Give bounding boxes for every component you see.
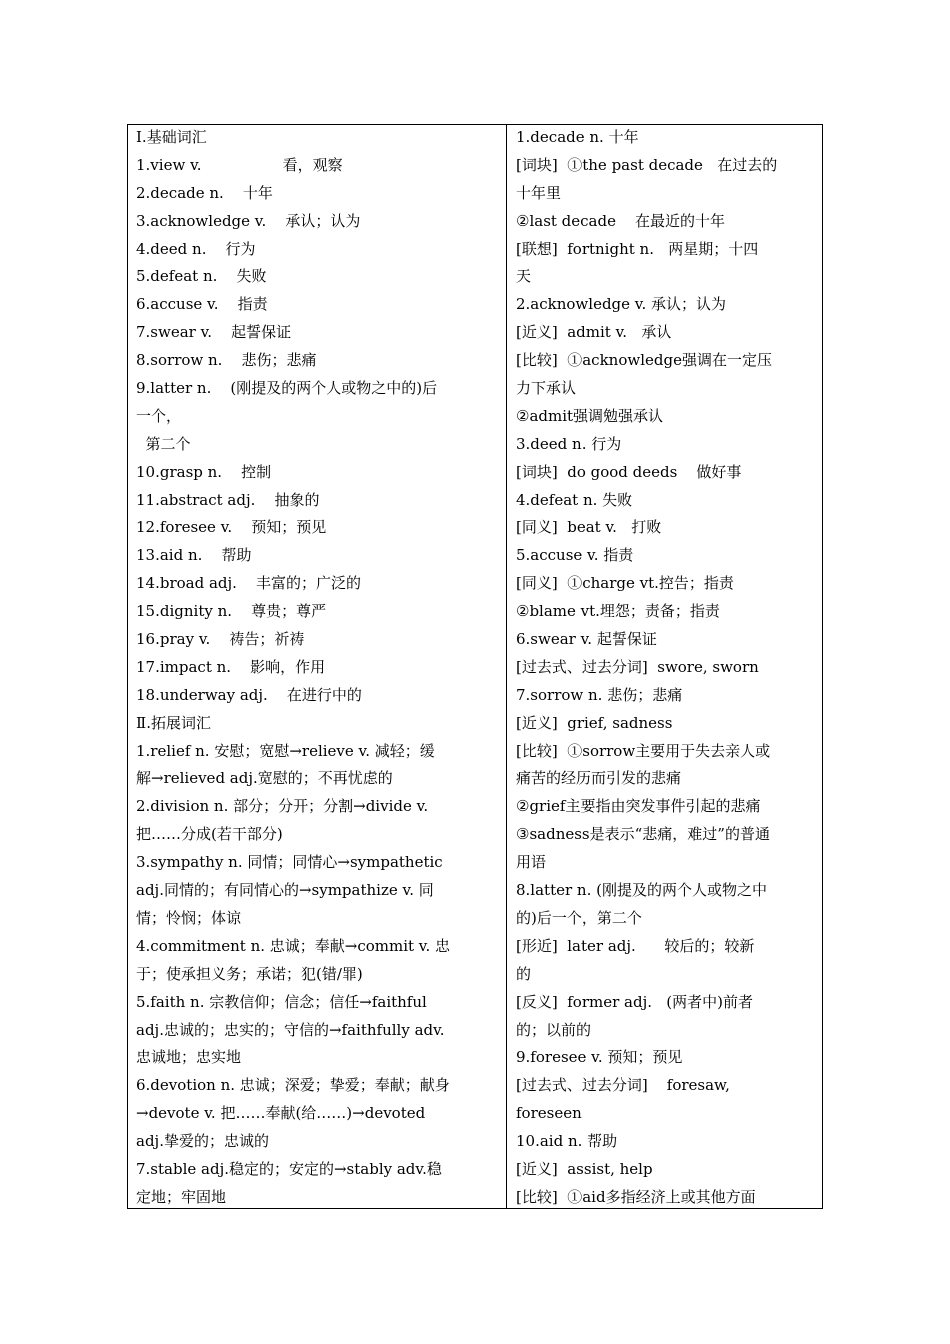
note-line: 的)后一个，第二个: [516, 908, 642, 927]
note-line: 4.defeat n. 失败: [516, 490, 633, 509]
note-line: [反义] former adj. (两者中)前者: [516, 992, 754, 1011]
note-line: [形近] later adj. 较后的；较新: [516, 936, 755, 955]
note-line: 2.acknowledge v. 承认；认为: [516, 295, 727, 314]
note-line: 1.decade n. 十年: [516, 128, 639, 146]
vocab-entry: 解→relieved adj.宽慰的；不再忧虑的: [136, 769, 393, 788]
vocab-entry: 11.abstract adj. 抽象的: [136, 490, 320, 509]
note-line: 痛苦的经历而引发的悲痛: [516, 769, 682, 788]
vocab-entry: 2.decade n. 十年: [136, 183, 273, 202]
vocab-entry: 7.stable adj.稳定的；安定的→stably adv.稳: [136, 1159, 442, 1178]
section-heading: Ⅱ.拓展词汇: [136, 713, 211, 732]
note-line: 用语: [516, 853, 547, 872]
vocab-entry: 5.faith n. 宗教信仰；信念；信任→faithful: [136, 992, 427, 1011]
vocab-entry: 10.grasp n. 控制: [136, 462, 272, 481]
vocab-entry: adj.忠诚的；忠实的；守信的→faithfully adv.: [136, 1020, 445, 1039]
note-line: 5.accuse v. 指责: [516, 546, 634, 565]
note-line: ③sadness是表示“悲痛，难过”的普通: [516, 825, 770, 844]
vocab-entry: 5.defeat n. 失败: [136, 267, 267, 286]
note-line: [词块] ①the past decade 在过去的: [516, 155, 778, 174]
vocab-entry: 7.swear v. 起誓保证: [136, 323, 292, 342]
note-line: 3.deed n. 行为: [516, 434, 622, 453]
word-notes-column: [516, 124, 816, 1212]
vocab-entry: 于；使承担义务；承诺；犯(错/罪): [136, 964, 363, 983]
column-divider: [506, 124, 507, 1209]
vocab-entry: 6.devotion n. 忠诚；深爱；挚爱；奉献；献身: [136, 1076, 450, 1095]
note-line: [同义] ①charge vt.控告；指责: [516, 574, 734, 593]
vocab-entry: 4.commitment n. 忠诚；奉献→commit v. 忠: [136, 936, 451, 955]
vocab-entry: 把……分成(若干部分): [136, 825, 283, 844]
note-line: 的: [516, 964, 532, 983]
note-line: 十年里: [516, 183, 562, 202]
vocab-entry: 16.pray v. 祷告；祈祷: [136, 630, 305, 649]
note-line: ②admit强调勉强承认: [516, 406, 664, 425]
note-line: [比较] ①aid多指经济上或其他方面: [516, 1187, 756, 1206]
note-line: ②grief主要指由突发事件引起的悲痛: [516, 797, 761, 816]
note-line: [过去式、过去分词] foresaw,: [516, 1076, 730, 1095]
note-line: [比较] ①acknowledge强调在一定压: [516, 351, 772, 370]
vocab-entry: 6.accuse v. 指责: [136, 295, 268, 314]
vocab-entry: 12.foresee v. 预知；预见: [136, 518, 327, 537]
note-line: 6.swear v. 起誓保证: [516, 630, 657, 649]
note-line: 7.sorrow n. 悲伤；悲痛: [516, 685, 683, 704]
vocab-entry: 1.view v. 看，观察: [136, 155, 343, 174]
vocab-entry: 情；怜悯；体谅: [136, 908, 242, 927]
note-line: [近义] grief, sadness: [516, 713, 673, 732]
note-line: [过去式、过去分词] swore, sworn: [516, 657, 759, 676]
section-heading: Ⅰ.基础词汇: [136, 128, 207, 146]
note-line: [比较] ①sorrow主要用于失去亲人或: [516, 741, 771, 760]
note-line: ②last decade 在最近的十年: [516, 211, 726, 230]
vocab-entry: 一个，: [136, 406, 182, 425]
vocab-entry: 忠诚地；忠实地: [136, 1048, 242, 1067]
vocab-entry: 3.sympathy n. 同情；同情心→sympathetic: [136, 853, 443, 872]
note-line: 10.aid n. 帮助: [516, 1132, 618, 1151]
vocab-entry: 8.sorrow n. 悲伤；悲痛: [136, 351, 317, 370]
note-line: [同义] beat v. 打败: [516, 518, 662, 537]
note-line: 9.foresee v. 预知；预见: [516, 1048, 683, 1067]
vocab-entry: 13.aid n. 帮助: [136, 546, 252, 565]
vocab-entry: 18.underway adj. 在进行中的: [136, 685, 362, 704]
note-line: [近义] admit v. 承认: [516, 323, 672, 342]
vocab-entry: 2.division n. 部分；分开；分割→divide v.: [136, 797, 429, 816]
note-line: foreseen: [516, 1104, 582, 1123]
note-line: ②blame vt.埋怨；责备；指责: [516, 602, 720, 621]
vocab-entry: 1.relief n. 安慰；宽慰→relieve v. 减轻；缓: [136, 741, 435, 760]
vocab-entry: 17.impact n. 影响，作用: [136, 657, 326, 676]
basic-vocabulary-column: [136, 124, 500, 1212]
vocab-entry: adj.同情的；有同情心的→sympathize v. 同: [136, 881, 434, 900]
note-line: 力下承认: [516, 379, 577, 398]
note-line: 天: [516, 267, 532, 286]
vocab-entry: 定地；牢固地: [136, 1187, 227, 1206]
vocab-entry: adj.挚爱的；忠诚的: [136, 1132, 269, 1151]
vocab-entry: 3.acknowledge v. 承认；认为: [136, 211, 361, 230]
vocab-entry: 15.dignity n. 尊贵；尊严: [136, 602, 327, 621]
vocab-entry: 第二个: [136, 434, 191, 453]
note-line: 的；以前的: [516, 1020, 592, 1039]
note-line: [近义] assist, help: [516, 1159, 653, 1178]
note-line: [词块] do good deeds 做好事: [516, 462, 742, 481]
vocab-entry: →devote v. 把……奉献(给……)→devoted: [136, 1104, 426, 1123]
note-line: 8.latter n. (刚提及的两个人或物之中: [516, 881, 767, 900]
vocab-entry: 14.broad adj. 丰富的；广泛的: [136, 574, 362, 593]
vocab-entry: 9.latter n. (刚提及的两个人或物之中的)后: [136, 379, 438, 398]
note-line: [联想] fortnight n. 两星期；十四: [516, 239, 759, 258]
vocab-entry: 4.deed n. 行为: [136, 239, 256, 258]
